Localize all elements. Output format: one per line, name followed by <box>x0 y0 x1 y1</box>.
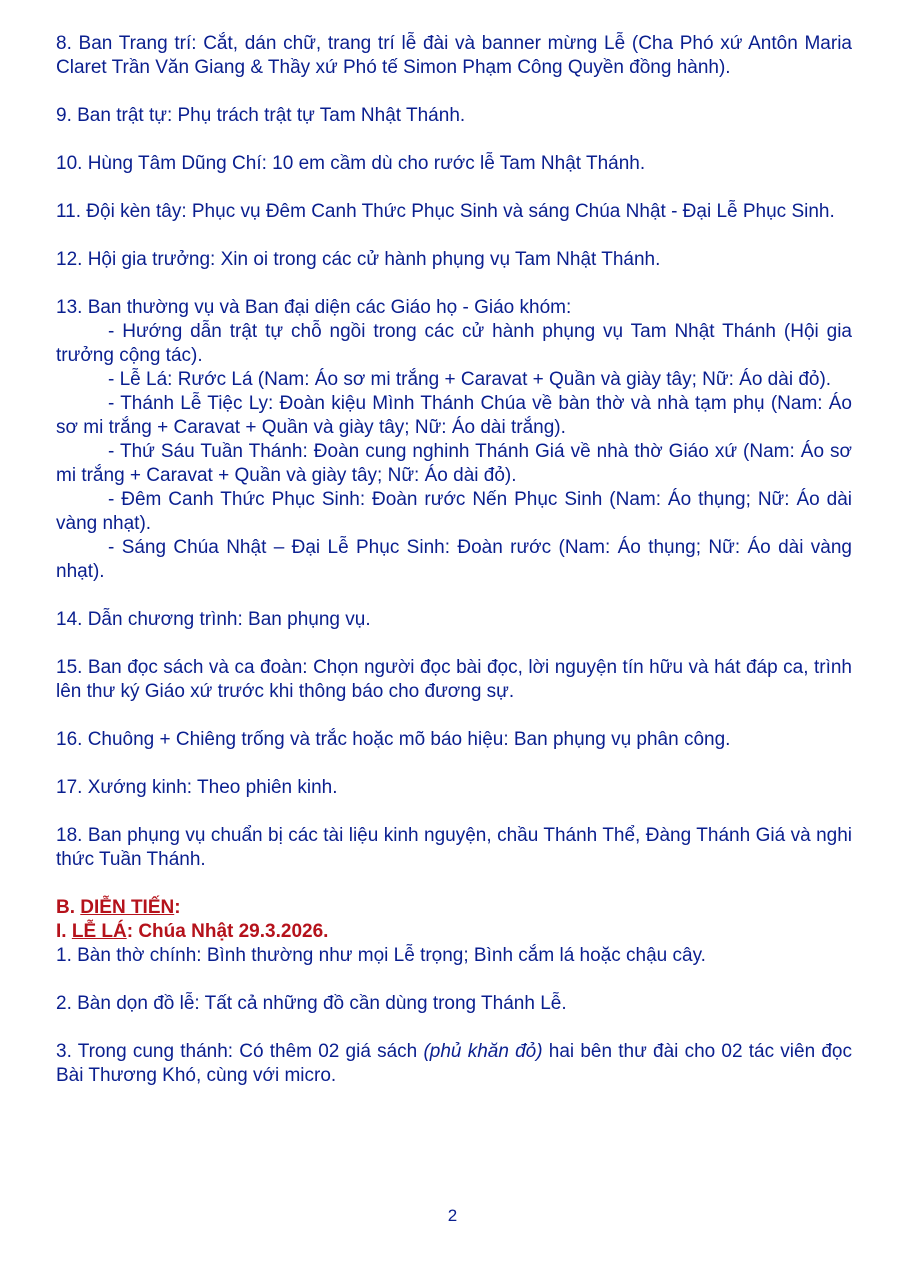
item-13-sub: - Lễ Lá: Rước Lá (Nam: Áo sơ mi trắng + Caravat + Quần và giày tây; Nữ: Áo dài đỏ). <box>108 369 832 390</box>
section-b-suffix: : <box>174 897 181 918</box>
section-i-item-2: 2. Bàn dọn đồ lễ: Tất cả những đồ cần dùng trong Thánh Lễ. <box>56 993 567 1014</box>
item-9: 9. Ban trật tự: Phụ trách trật tự Tam Nhật Thánh. <box>56 105 466 126</box>
document-body <box>56 32 852 1112</box>
section-b-prefix: B. <box>56 897 81 918</box>
item-14: 14. Dẫn chương trình: Ban phụng vụ. <box>56 609 371 630</box>
item-10: 10. Hùng Tâm Dũng Chí: 10 em cầm dù cho rước lễ Tam Nhật Thánh. <box>56 153 646 174</box>
section-i-title: LỄ LÁ <box>71 921 127 942</box>
item-15: 15. Ban đọc sách và ca đoàn: Chọn người đọc bài đọc, lời nguyện tín hữu và hát đáp ca, trình lên thư ký Giáo xứ trước khi thông báo cho đương sự. <box>56 657 852 702</box>
item-3-italic-note: (phủ khăn đỏ) <box>423 1041 543 1062</box>
item-17: 17. Xướng kinh: Theo phiên kinh. <box>56 777 338 798</box>
item-13-sub: - Thánh Lễ Tiệc Ly: Đoàn kiệu Mình Thánh Chúa về bàn thờ và nhà tạm phụ (Nam: Áo sơ mi trắng + Caravat + Quần và giày tây; Nữ: Áo dài trắng). <box>56 393 852 438</box>
item-16: 16. Chuông + Chiêng trống và trắc hoặc mõ báo hiệu: Ban phụng vụ phân công. <box>56 729 731 750</box>
section-i-item-3 <box>56 1040 852 1088</box>
item-13-sub: - Đêm Canh Thức Phục Sinh: Đoàn rước Nến Phục Sinh (Nam: Áo thụng; Nữ: Áo dài vàng nhạt). <box>56 489 852 534</box>
item-11: 11. Đội kèn tây: Phục vụ Đêm Canh Thức Phục Sinh và sáng Chúa Nhật - Đại Lễ Phục Sinh. <box>56 201 835 222</box>
item-12: 12. Hội gia trưởng: Xin oi trong các cử hành phụng vụ Tam Nhật Thánh. <box>56 249 661 270</box>
item-13-sub: - Sáng Chúa Nhật – Đại Lễ Phục Sinh: Đoàn rước (Nam: Áo thụng; Nữ: Áo dài vàng nhạt). <box>56 537 852 582</box>
item-18: 18. Ban phụng vụ chuẩn bị các tài liệu kinh nguyện, chầu Thánh Thể, Đàng Thánh Giá và nghi thức Tuần Thánh. <box>56 825 852 870</box>
section-i-suffix: : Chúa Nhật 29.3.2026. <box>126 921 329 942</box>
item-3-text-start: 3. Trong cung thánh: Có thêm 02 giá sách <box>56 1041 424 1062</box>
section-i-prefix: I. <box>56 921 72 942</box>
section-b-heading <box>56 896 852 920</box>
section-b-title: DIỄN TIẾN <box>80 897 175 918</box>
item-13-sub: - Thứ Sáu Tuần Thánh: Đoàn cung nghinh Thánh Giá về nhà thờ Giáo xứ (Nam: Áo sơ mi trắng + Caravat + Quần và giày tây; Nữ: Áo dài đỏ). <box>56 441 852 486</box>
item-13-sub: - Hướng dẫn trật tự chỗ ngồi trong các cử hành phụng vụ Tam Nhật Thánh (Hội gia trưởng cộng tác). <box>56 321 852 366</box>
page-number: 2 <box>447 1206 458 1225</box>
section-i-heading <box>56 920 852 944</box>
item-8: 8. Ban Trang trí: Cắt, dán chữ, trang trí lễ đài và banner mừng Lễ (Cha Phó xứ Antôn Maria Claret Trần Văn Giang & Thầy xứ Phó tế Simon Phạm Công Quyền đồng hành). <box>56 33 852 78</box>
section-i-item-1: 1. Bàn thờ chính: Bình thường như mọi Lễ trọng; Bình cắm lá hoặc chậu cây. <box>56 945 706 966</box>
item-13: 13. Ban thường vụ và Ban đại diện các Giáo họ - Giáo khóm: <box>56 297 572 318</box>
item-3-text-end: hai bên thư đài cho 02 tác viên đọc Bài Thương Khó, cùng với micro. <box>56 1041 853 1086</box>
